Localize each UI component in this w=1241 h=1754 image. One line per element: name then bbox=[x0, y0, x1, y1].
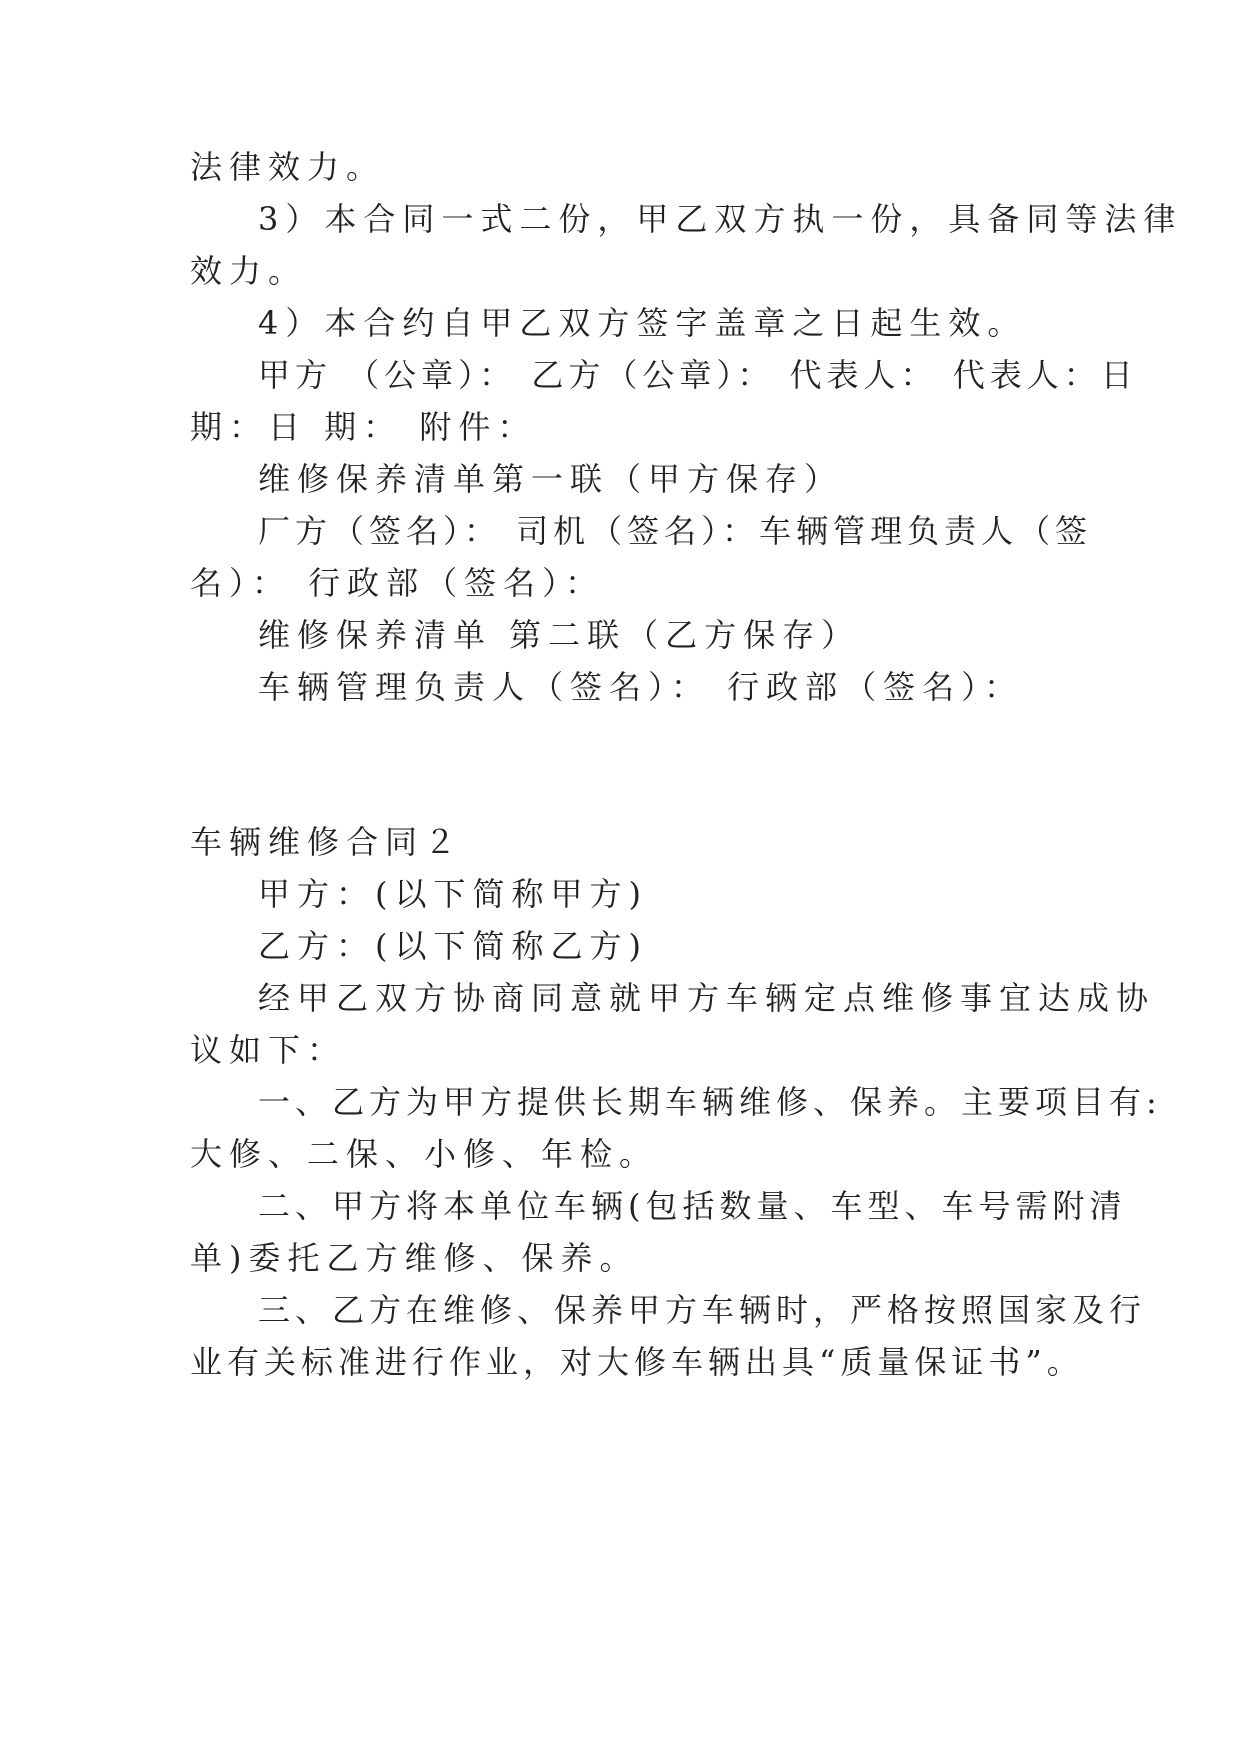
paragraph-line: 议如下： bbox=[190, 1031, 347, 1069]
paragraph-line: 业有关标准进行作业，对大修车辆出具“质量保证书”。 bbox=[190, 1343, 1084, 1381]
paragraph-line: 维修保养清单第一联（甲方保存） bbox=[258, 460, 844, 498]
paragraph-line: 甲方：(以下简称甲方) bbox=[258, 875, 648, 913]
paragraph-line: 效力。 bbox=[190, 252, 308, 290]
paragraph-line: 一、乙方为甲方提供长期车辆维修、保养。主要项目有: bbox=[258, 1083, 1162, 1121]
paragraph-line: 大修、二保、小修、年检。 bbox=[190, 1135, 659, 1173]
paragraph-line: 二、甲方将本单位车辆(包括数量、车型、车号需附清 bbox=[258, 1187, 1127, 1225]
paragraph-line: 3）本合同一式二份，甲乙双方执一份，具备同等法律 bbox=[258, 200, 1183, 238]
paragraph-line: 甲方 （公章）： 乙方（公章）： 代表人： 代表人：日 bbox=[258, 356, 1138, 394]
paragraph-line: 期：日 期： 附件： bbox=[190, 408, 537, 446]
paragraph-line: 乙方：(以下简称乙方) bbox=[258, 927, 648, 965]
paragraph-line: 车辆管理负责人（签名）： 行政部（签名）： bbox=[258, 668, 1024, 706]
paragraph-line: 三、乙方在维修、保养甲方车辆时，严格按照国家及行 bbox=[258, 1291, 1147, 1329]
paragraph-line: 厂方（签名）： 司机（签名）：车辆管理负责人（签 bbox=[258, 512, 1093, 550]
section-title: 车辆维修合同２ bbox=[190, 823, 464, 861]
paragraph-line: 4）本合约自甲乙双方签字盖章之日起生效。 bbox=[258, 304, 1027, 342]
paragraph-line: 名）： 行政部（签名）： bbox=[190, 564, 605, 602]
paragraph-line: 维修保养清单 第二联（乙方保存） bbox=[258, 616, 861, 654]
paragraph-line: 单)委托乙方维修、保养。 bbox=[190, 1239, 639, 1277]
paragraph-line: 法律效力。 bbox=[190, 148, 386, 186]
paragraph-line: 经甲乙双方协商同意就甲方车辆定点维修事宜达成协 bbox=[258, 979, 1156, 1017]
